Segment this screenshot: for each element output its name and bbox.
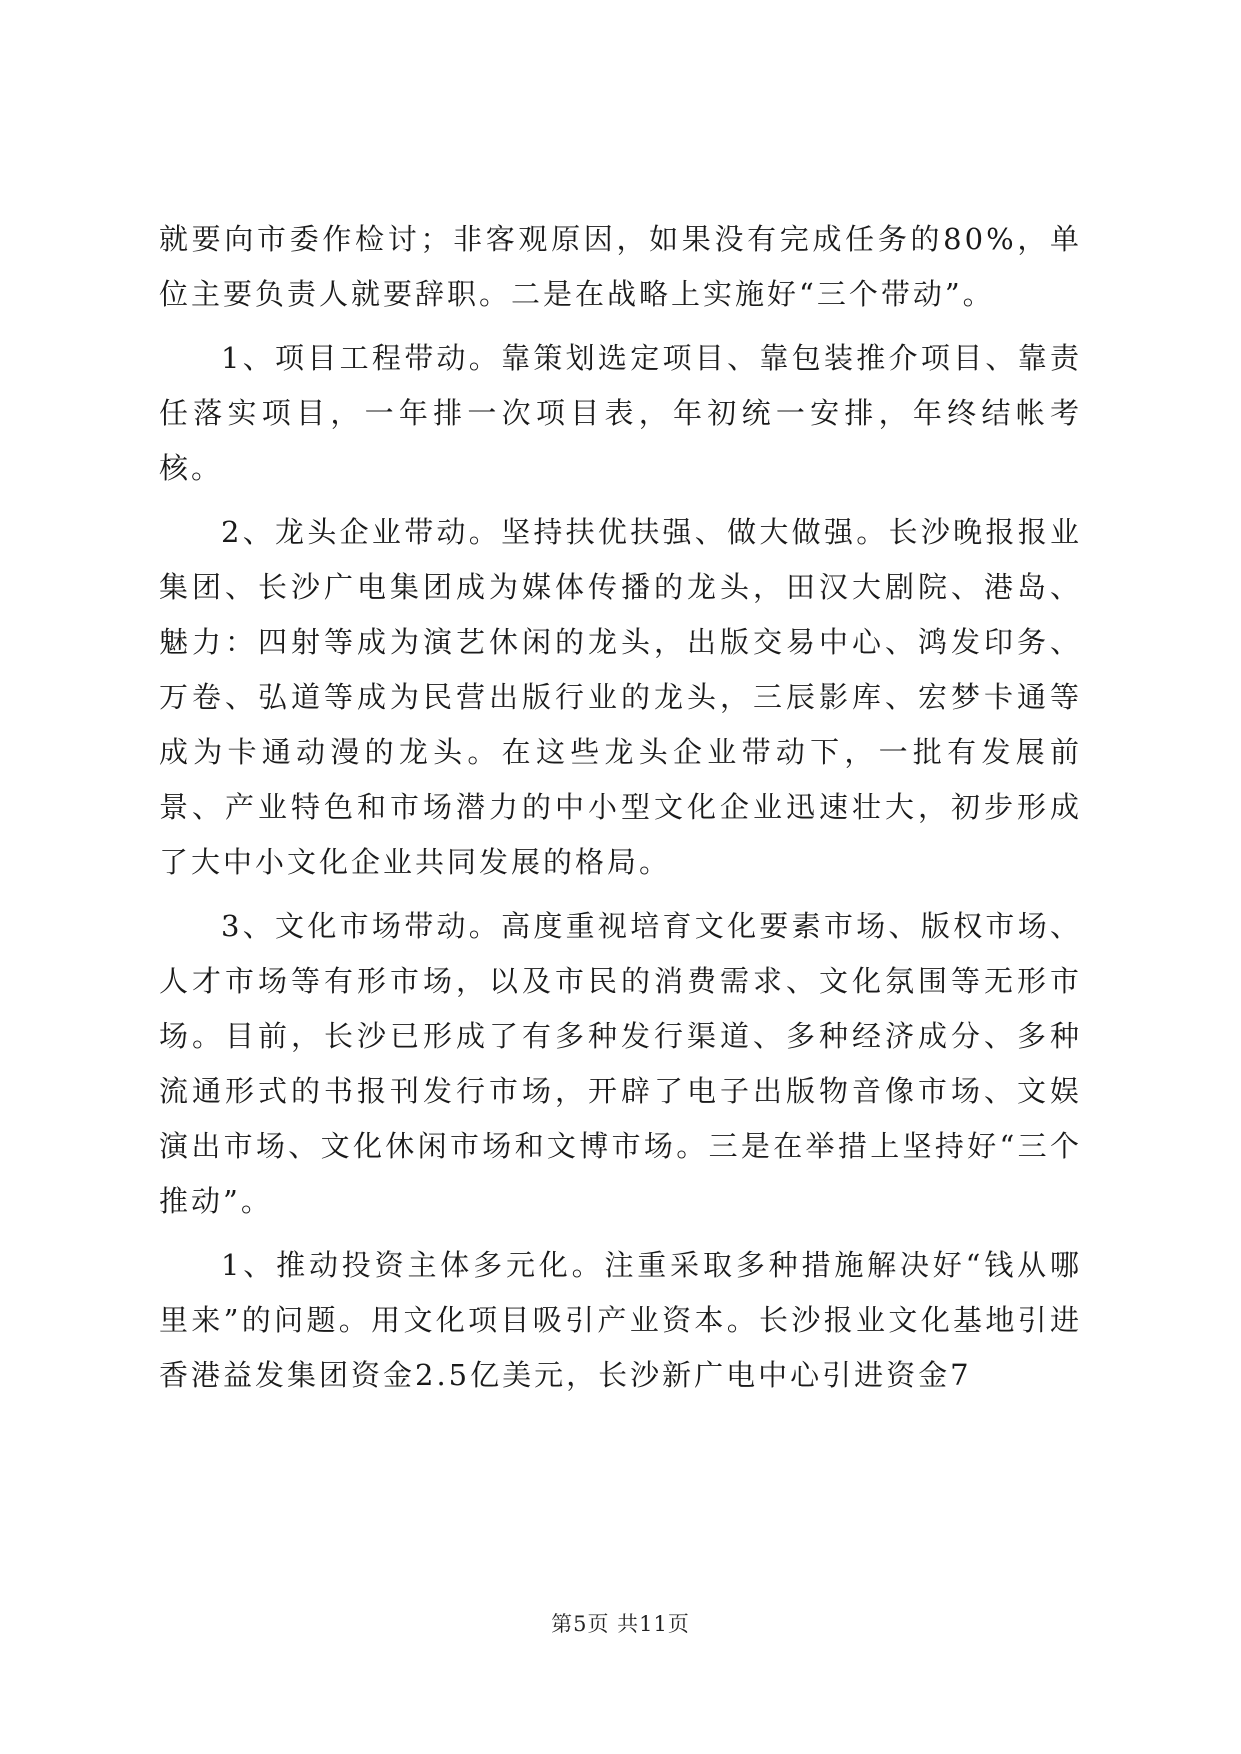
paragraph-investment-diversification: 1、推动投资主体多元化。注重采取多种措施解决好“钱从哪里来”的问题。用文化项目吸引产业资本。长沙报业文化基地引进香港益发集团资金2.5亿美元，长沙新广电中心引进资金7 [159,1248,1082,1392]
paragraph-project-driven: 1、项目工程带动。靠策划选定项目、靠包装推介项目、靠责任落实项目，一年排一次项目表，年初统一安排，年终结帐考核。 [159,341,1082,485]
page-footer: 第5页 共11页 [551,1612,690,1636]
paragraph-cultural-market: 3、文化市场带动。高度重视培育文化要素市场、版权市场、人才市场等有形市场，以及市民的消费需求、文化氛围等无形市场。目前，长沙已形成了有多种发行渠道、多种经济成分、多种流通形式的书报刊发行市场，开辟了电子出版物音像市场、文娱演出市场、文化休闲市场和文博市场。三是在举措上坚持好“三个推动”。 [159,909,1082,1218]
document-body [159,212,1082,1412]
paragraph-continuation: 就要向市委作检讨；非客观原因，如果没有完成任务的80%，单位主要负责人就要辞职。二是在战略上实施好“三个带动”。 [159,222,1082,311]
paragraph-leading-enterprise: 2、龙头企业带动。坚持扶优扶强、做大做强。长沙晚报报业集团、长沙广电集团成为媒体传播的龙头，田汉大剧院、港岛、魅力：四射等成为演艺休闲的龙头，出版交易中心、鸿发印务、万卷、弘道等成为民营出版行业的龙头，三辰影库、宏梦卡通等成为卡通动漫的龙头。在这些龙头企业带动下，一批有发展前景、产业特色和市场潜力的中小型文化企业迅速壮大，初步形成了大中小文化企业共同发展的格局。 [159,515,1082,879]
